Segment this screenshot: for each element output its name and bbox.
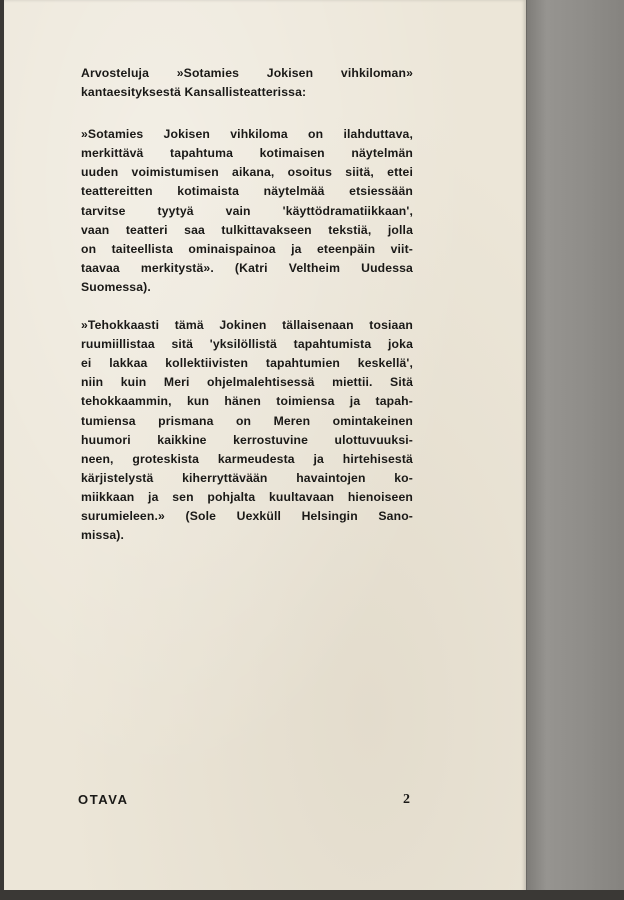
review-line: »Sotamies Jokisen vihkiloma on ilahduttava, (81, 127, 413, 142)
scan-bottom-edge (4, 890, 624, 900)
paragraph-gap (81, 297, 413, 316)
review-line: missa). (81, 528, 125, 543)
series-number: 2 (403, 792, 410, 807)
review-line: tarvitse tyytyä vain 'käyttödramatiikkaan', (81, 203, 413, 218)
review-line: uuden voimistumisen aikana, osoitus siitä, ettei (81, 165, 413, 180)
review-line: miikkaan ja sen pohjalta kuultavaan hienoiseen (81, 489, 413, 504)
review-line: niin kuin Meri ohjelmalehtisessä miettii. Sitä (81, 375, 413, 390)
reviews-text-block (81, 64, 413, 545)
review-line: huumori kaikkine kerrostuvine ulottuvuuksi- (81, 432, 413, 447)
review-line: merkittävä tapahtuma kotimaisen näytelmän (81, 146, 413, 161)
review-paragraph-veltheim (81, 125, 413, 297)
heading-line: Arvosteluja »Sotamies Jokisen vihkiloman» (81, 66, 413, 80)
review-line: »Tehokkaasti tämä Jokinen tällaisenaan tosiaan (81, 318, 413, 333)
reviews-heading (81, 64, 413, 102)
review-line: surumieleen.» (Sole Uexküll Helsingin Sano- (81, 508, 413, 523)
review-line: ei lakkaa kollektiivisten tapahtumien keskellä', (81, 356, 413, 371)
book-spine-edge (526, 0, 624, 894)
review-line: tehokkaammin, kun hänen toimiensa ja tapah- (81, 394, 413, 409)
review-line: Suomessa). (81, 279, 151, 294)
review-line: on taiteellista ominaispainoa ja eteenpäin viit- (81, 241, 413, 256)
publisher-name: OTAVA (78, 792, 129, 807)
review-line: ruumiillistaa sitä 'yksilöllistä tapahtumista joka (81, 337, 413, 352)
paragraph-gap (81, 102, 413, 121)
review-line: taavaa merkitystä». (Katri Veltheim Uudessa (81, 260, 413, 275)
review-line: vaan teatteri saa tulkittavakseen tekstiä, jolla (81, 222, 413, 237)
review-line: teattereitten kotimaista näytelmää etsiessään (81, 184, 413, 199)
heading-line: kantaesityksestä Kansallisteatterissa: (81, 85, 307, 100)
review-line: tumiensa prismana on Meren omintakeinen (81, 413, 413, 428)
review-line: neen, groteskista karmeudesta ja hirtehisestä (81, 451, 413, 466)
review-paragraph-uexkull (81, 316, 413, 545)
review-line: kärjistelystä kiherryttävään havaintojen ko- (81, 470, 413, 485)
